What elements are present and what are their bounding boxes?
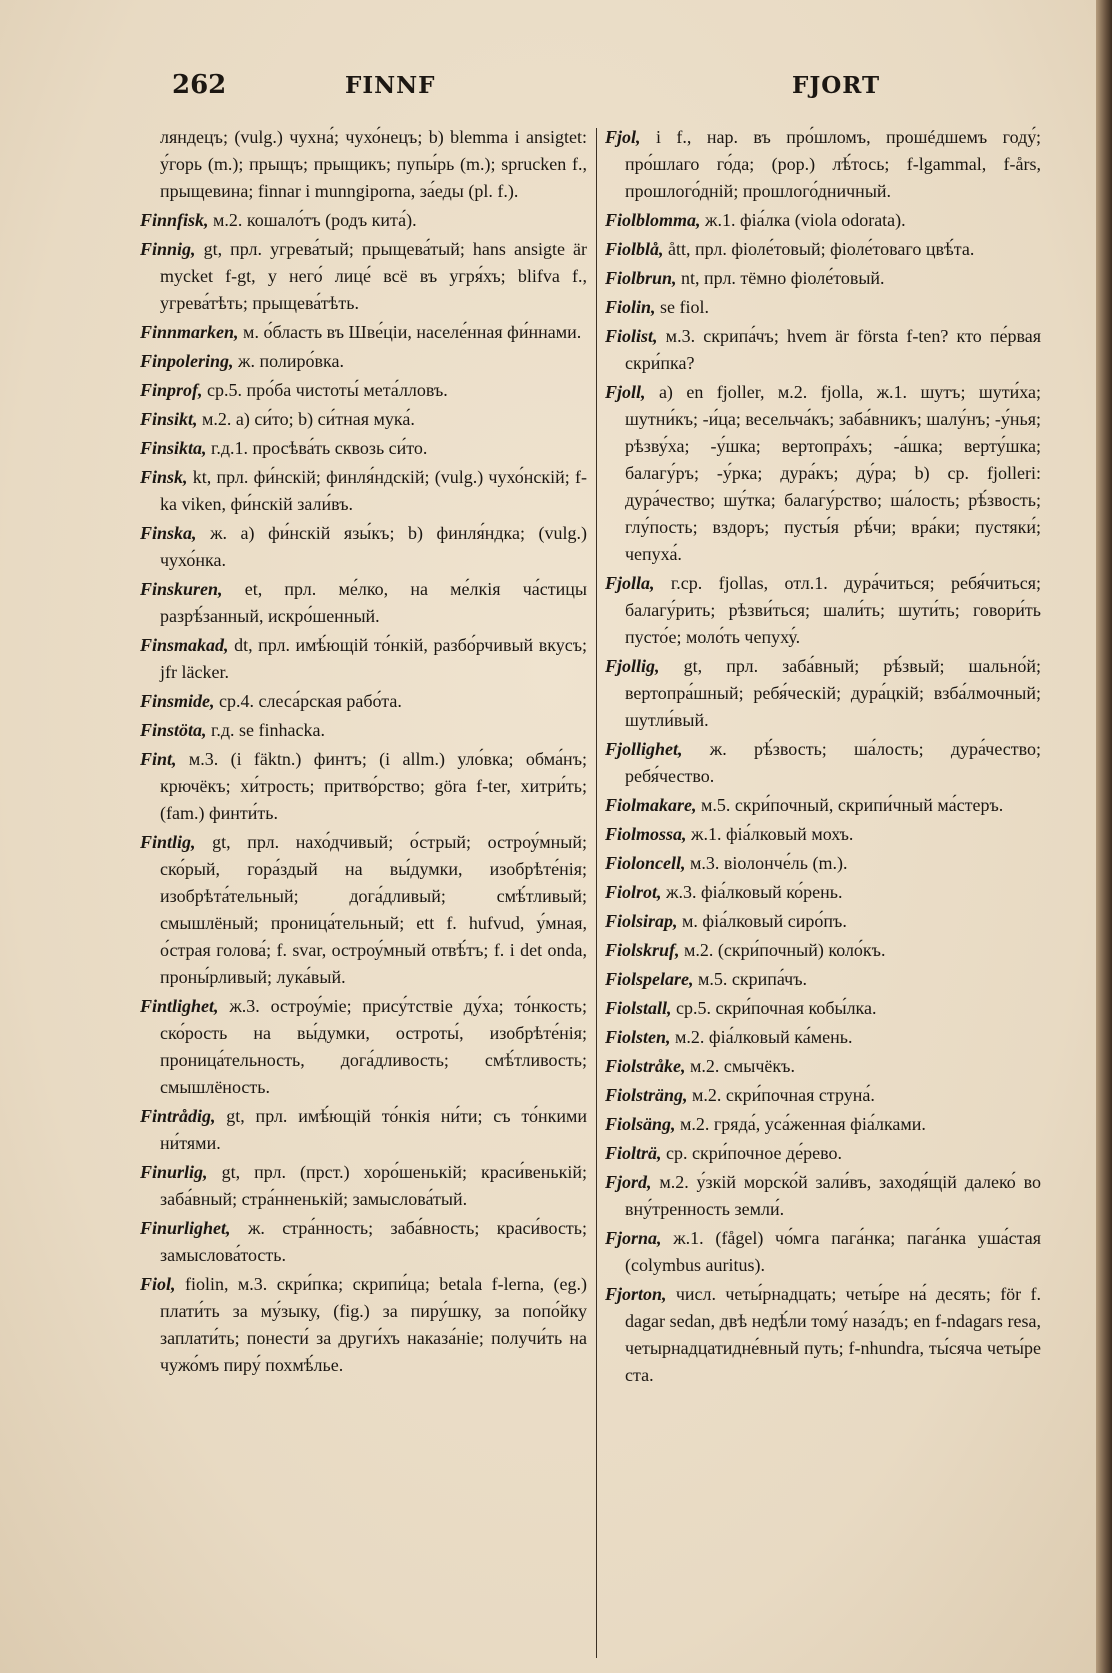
entry-definition: м.2. (скри́почный) коло́къ. <box>684 940 886 960</box>
dictionary-entry <box>140 1159 587 1213</box>
dictionary-entry <box>605 653 1041 734</box>
dictionary-entry <box>140 1215 587 1269</box>
entry-definition: г.д.1. просѣва́ть сквозь си́то. <box>211 438 428 458</box>
entry-headword: Finpolering, <box>140 351 234 371</box>
continuation-text: ляндецъ; (vulg.) чухна́; чухо́нецъ; b) blemma i ansigtet: у́горь (m.); прыщъ; прыщикъ; пупы́рь (m.); sprucken f., прыщевина; finnar i munngiporna, за́еды (pl. f.). <box>160 127 587 201</box>
entry-headword: Finsmide, <box>140 691 215 711</box>
entry-definition: ж.3. остроу́міе; прису́тствіе ду́ха; то́нкость; ско́рость на вы́думки, остроты́, изобрѣте́нія; проница́тельность, дога́дливость; смѣ́тливость; смышлёность. <box>160 996 588 1097</box>
dictionary-entry <box>605 736 1041 790</box>
dictionary-entry <box>605 1082 1041 1109</box>
entry-headword: Fjollig, <box>605 656 660 676</box>
entry-headword: Fiolsirap, <box>605 911 678 931</box>
entry-definition: м.5. скри́почный, скрипи́чный ма́стеръ. <box>701 795 1004 815</box>
dictionary-entry <box>605 908 1041 935</box>
entry-definition: ср.5. скри́почная кобы́лка. <box>676 998 877 1018</box>
entry-headword: Fjorton, <box>605 1284 667 1304</box>
page-number: 262 <box>172 70 227 100</box>
entry-definition: г.д. se finhacka. <box>211 720 325 740</box>
dictionary-entry <box>605 850 1041 877</box>
guide-word-left: FINNF <box>345 72 436 99</box>
dictionary-entry <box>605 1024 1041 1051</box>
entry-headword: Fiolsäng, <box>605 1114 676 1134</box>
entry-headword: Finsmakad, <box>140 635 229 655</box>
dictionary-entry <box>605 879 1041 906</box>
entry-definition: et, прл. ме́лко, на ме́лкія ча́стицы разрѣ́занный, искро́шенный. <box>160 579 587 626</box>
dictionary-entry <box>605 379 1041 568</box>
dictionary-entry <box>605 937 1041 964</box>
dictionary-entry <box>140 1271 587 1379</box>
entry-headword: Fiolblomma, <box>605 210 701 230</box>
entry-definition: м. о́бласть въ Шве́ціи, населе́нная фи́ннами. <box>243 322 582 342</box>
book-spine-shadow <box>1096 0 1112 1673</box>
entry-headword: Finska, <box>140 523 197 543</box>
dictionary-entry <box>605 966 1041 993</box>
entry-definition: м. фіа́лковый сиро́пъ. <box>682 911 847 931</box>
entry-definition: м.5. скрипа́чъ. <box>698 969 808 989</box>
entry-headword: Finnig, <box>140 239 196 259</box>
entry-definition: gt, прл. угрева́тый; прыщева́тый; hans ansigte är mycket f-gt, у него́ лице́ всё въ угря́хъ; blifva f., угрева́тѣть; прыщева́тѣть. <box>160 239 587 313</box>
entry-headword: Fiolsträng, <box>605 1085 688 1105</box>
entry-headword: Fintrådig, <box>140 1106 216 1126</box>
dictionary-entry <box>605 236 1041 263</box>
entry-definition: ått, прл. фіоле́товый; фіоле́товаго цвѣ́та. <box>668 239 975 259</box>
entry-definition: м.2. у́зкій морско́й зали́въ, заходя́щій далеко́ во вну́тренность земли́. <box>625 1172 1041 1219</box>
dictionary-entry <box>140 377 587 404</box>
entry-headword: Finsikta, <box>140 438 207 458</box>
entry-definition: г.ср. fjollas, отл.1. дура́читься; ребя́читься; балагу́рить; рѣзви́ться; шали́ть; шути́ть; говори́ть пусто́е; моло́ть чепуху́. <box>625 573 1041 647</box>
entry-headword: Finsk, <box>140 467 188 487</box>
dictionary-entry <box>140 520 587 574</box>
entry-headword: Finskuren, <box>140 579 223 599</box>
entry-definition: ср. скри́почное де́рево. <box>666 1143 842 1163</box>
entry-headword: Fintlig, <box>140 832 196 852</box>
entry-headword: Finurlig, <box>140 1162 208 1182</box>
entry-definition: м.2. фіа́лковый ка́мень. <box>675 1027 853 1047</box>
dictionary-entry <box>140 688 587 715</box>
entry-headword: Fiolblå, <box>605 239 664 259</box>
dictionary-entry <box>605 207 1041 234</box>
entry-definition: ср.5. про́ба чистоты́ мета́лловъ. <box>207 380 448 400</box>
entry-definition: м.2. кошало́тъ (родъ кита́). <box>213 210 417 230</box>
entry-definition: ж.1. фіа́лковый мохъ. <box>691 824 854 844</box>
entry-headword: Fintlighet, <box>140 996 219 1016</box>
entry-definition: kt, прл. фи́нскій; финля́ндскій; (vulg.) чухо́нскій; f-ka viken, фи́нскій зали́въ. <box>160 467 588 514</box>
entry-definition: м.2. смычёкъ. <box>690 1056 795 1076</box>
entry-headword: Fiolrot, <box>605 882 662 902</box>
entry-headword: Fint, <box>140 749 177 769</box>
entry-definition: a) en fjoller, м.2. fjolla, ж.1. шутъ; шути́ха; шутни́къ; -и́ца; весельча́къ; заба́вникъ; шалу́нъ; -у́нья; рѣзву́ха; -у́шка; вертопра́хъ; -а́шка; верту́шка; балагу́ръ; -у́рка; дура́къ; ду́ра; b) ср. fjolleri: дура́чество; шу́тка; балагу́рство; ша́лость; рѣ́звость; глу́пость; вздоръ; пусты́я рѣ́чи; вра́ки; пустяки́; чепуха́. <box>625 382 1042 564</box>
dictionary-entry <box>140 829 587 991</box>
entry-definition: ж. стра́нность; заба́вность; краси́вость; замыслова́тость. <box>160 1218 588 1265</box>
entry-definition: м.3. (i fäktn.) финтъ; (i allm.) уло́вка; обма́нъ; крючёкъ; хи́трость; притво́рство; göra f-ter, хитри́ть; (fam.) финти́ть. <box>160 749 587 823</box>
dictionary-entry <box>605 1053 1041 1080</box>
entry-headword: Finnmarken, <box>140 322 239 342</box>
entry-definition: ж. полиро́вка. <box>238 351 344 371</box>
dictionary-entry <box>605 294 1041 321</box>
dictionary-entry <box>605 570 1041 651</box>
entry-definition: fiolin, м.3. скри́пка; скрипи́ца; betala f-lerna, (eg.) плати́ть за му́зыку, (fig.) за пиру́шку, за попо́йку заплати́ть; понести́ за други́хъ наказа́ніе; получи́ть на чужо́мъ пиру́ похмѣ́лье. <box>160 1274 588 1375</box>
entry-headword: Fiolist, <box>605 326 658 346</box>
entry-headword: Finurlighet, <box>140 1218 231 1238</box>
entry-definition: м.3. скрипа́чъ; hvem är första f-ten? кто пе́рвая скри́пка? <box>625 326 1041 373</box>
entry-headword: Fjorna, <box>605 1228 662 1248</box>
entry-headword: Fiolstråke, <box>605 1056 686 1076</box>
entry-definition: ж.3. фіа́лковый ко́рень. <box>666 882 843 902</box>
entry-definition: м.2. a) си́то; b) си́тная мука́. <box>202 409 415 429</box>
dictionary-entry <box>605 124 1041 205</box>
dictionary-entry <box>605 323 1041 377</box>
entry-definition: ж.1. (fågel) чо́мга пага́нка; пага́нка уша́стая (colymbus auritus). <box>625 1228 1041 1275</box>
dictionary-entry <box>605 1169 1041 1223</box>
entry-definition: м.3. віолонче́ль (m.). <box>690 853 848 873</box>
entry-headword: Fiolmakare, <box>605 795 697 815</box>
page-header <box>0 70 1100 110</box>
dictionary-entry <box>140 632 587 686</box>
entry-definition: ж.1. фіа́лка (viola odorata). <box>705 210 906 230</box>
entry-definition: числ. четы́рнадцать; четы́ре на́ десять; för f. dagar sedan, двѣ недѣ́ли тому́ наза́дъ; en f-ndagars resa, четырнадцатидне́вный путь; f-nhundra, ты́сяча четы́ре ста. <box>625 1284 1041 1385</box>
entry-headword: Fiolmossa, <box>605 824 687 844</box>
entry-headword: Fjoll, <box>605 382 646 402</box>
dictionary-entry <box>605 995 1041 1022</box>
entry-definition: м.2. гряда́, уса́женная фіа́лками. <box>680 1114 926 1134</box>
dictionary-entry <box>140 236 587 317</box>
dictionary-entry <box>605 265 1041 292</box>
entry-definition: gt, прл. заба́вный; рѣ́звый; шально́й; вертопра́шный; ребя́ческій; дура́цкій; взба́лмочный; шутли́вый. <box>625 656 1042 730</box>
dictionary-entry <box>140 746 587 827</box>
dictionary-entry <box>140 1103 587 1157</box>
dictionary-entry <box>605 821 1041 848</box>
entry-headword: Fiolin, <box>605 297 656 317</box>
entry-headword: Fiol, <box>140 1274 176 1294</box>
entry-headword: Fiolskruf, <box>605 940 680 960</box>
dictionary-entry <box>605 1140 1041 1167</box>
entry-headword: Fiolspelare, <box>605 969 694 989</box>
dictionary-entry <box>140 319 587 346</box>
dictionary-entry <box>605 1111 1041 1138</box>
left-column <box>140 124 587 1381</box>
dictionary-entry <box>140 348 587 375</box>
dictionary-entry <box>140 207 587 234</box>
entry-headword: Fjol, <box>605 127 641 147</box>
entry-definition: ср.4. слеса́рская рабо́та. <box>219 691 402 711</box>
entry-headword: Fjolla, <box>605 573 655 593</box>
entry-headword: Finstöta, <box>140 720 207 740</box>
entry-headword: Fjollighet, <box>605 739 683 759</box>
entry-definition: se fiol. <box>660 297 710 317</box>
dictionary-entry <box>605 792 1041 819</box>
entry-definition: i f., нар. въ про́шломъ, прошéдшемъ году́; про́шлаго го́да; (pop.) лѣ́тось; f-lgammal, f-års, прошлого́дній; прошлого́дничный. <box>625 127 1041 201</box>
entry-headword: Fjord, <box>605 1172 652 1192</box>
entry-headword: Finnfisk, <box>140 210 209 230</box>
column-divider <box>596 128 597 1658</box>
entry-headword: Fiolbrun, <box>605 268 677 288</box>
entry-headword: Fiolsten, <box>605 1027 671 1047</box>
entry-headword: Finprof, <box>140 380 203 400</box>
entry-definition: gt, прл. имѣ́ющій то́нкія ни́ти; съ то́нкими ни́тями. <box>160 1106 587 1153</box>
guide-word-right: FJORT <box>792 72 881 99</box>
entry-headword: Finsikt, <box>140 409 198 429</box>
entry-headword: Fiolträ, <box>605 1143 662 1163</box>
entry-definition: м.2. скри́почная струна́. <box>692 1085 875 1105</box>
dictionary-entry <box>605 1225 1041 1279</box>
entry-definition: gt, прл. (прст.) хоро́шенькій; краси́венькій; заба́вный; стра́нненькій; замыслова́тый. <box>160 1162 588 1209</box>
entry-headword: Fioloncell, <box>605 853 686 873</box>
entry-definition: ж. a) фи́нскій язы́къ; b) финля́ндка; (vulg.) чухо́нка. <box>160 523 588 570</box>
dictionary-entry <box>140 435 587 462</box>
dictionary-entry <box>605 1281 1041 1389</box>
entry-headword: Fiolstall, <box>605 998 672 1018</box>
entry-definition: dt, прл. имѣ́ющій то́нкій, разбо́рчивый вкусъ; jfr läcker. <box>160 635 588 682</box>
entry-definition: gt, прл. нахо́дчивый; о́стрый; остроу́мный; ско́рый, гора́здый на вы́думки, изобрѣте́нія; изобрѣта́тельный; дога́дливый; смѣ́тливый; смышлёный; проница́тельный; ett f. hufvud, у́мная, о́страя голова́; f. svar, остроу́мный отвѣ́тъ; f. i det onda, проны́рливый; лука́вый. <box>160 832 587 987</box>
dictionary-entry <box>140 576 587 630</box>
dictionary-entry <box>140 993 587 1101</box>
entry-definition: nt, прл. тёмно фіоле́товый. <box>681 268 885 288</box>
right-column <box>605 124 1041 1391</box>
dictionary-entry <box>140 717 587 744</box>
dictionary-entry <box>140 464 587 518</box>
dictionary-entry <box>140 406 587 433</box>
entry-definition: ж. рѣ́звость; ша́лость; дура́чество; ребя́чество. <box>625 739 1041 786</box>
